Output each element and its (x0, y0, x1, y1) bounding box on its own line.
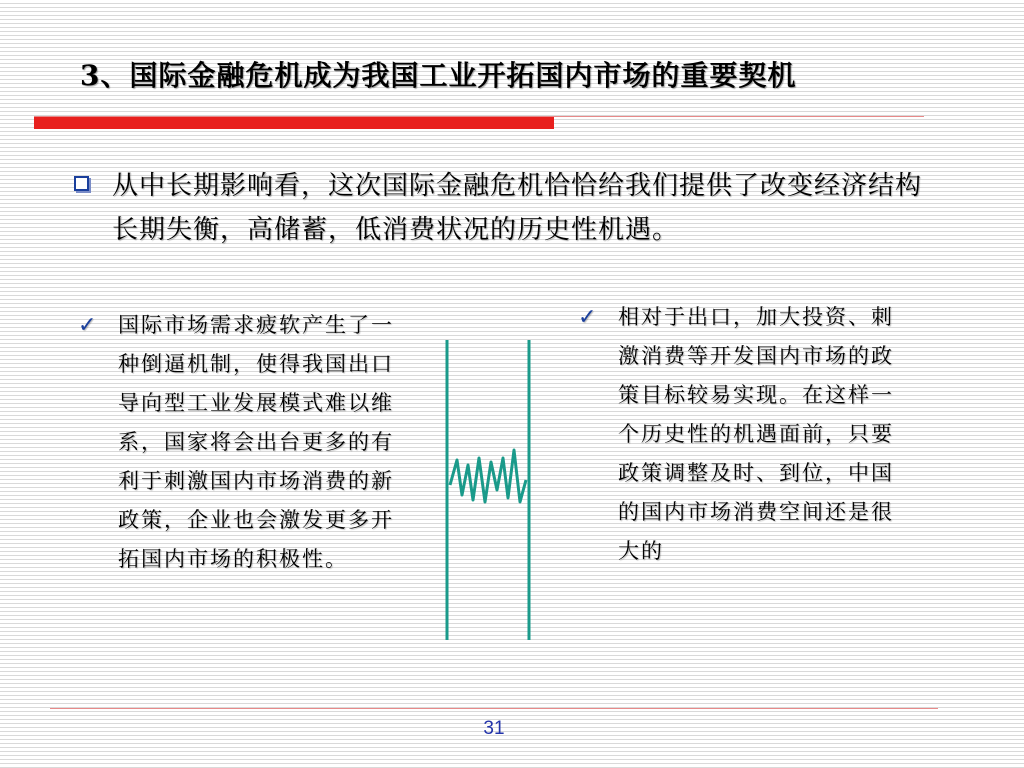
title-rule (34, 114, 924, 130)
right-point (578, 298, 908, 571)
oscillation-graphic (440, 340, 540, 640)
footer-rule (50, 708, 938, 709)
graphic-zigzag (450, 450, 526, 502)
slide-title: 3、国际金融危机成为我国工业开拓国内市场的重要契机 (80, 59, 797, 92)
left-point-text: 国际市场需求疲软产生了一种倒逼机制，使得我国出口导向型工业发展模式难以维系，国家将会出台更多的有利于刺激国内市场消费的新政策，企业也会激发更多开拓国内市场的积极性。 (118, 313, 394, 571)
intro-paragraph (74, 164, 954, 252)
page-number: 31 (483, 718, 505, 739)
checkmark-icon: ✓ (578, 305, 599, 330)
title-rule-accent (34, 117, 554, 129)
intro-text: 从中长期影响看，这次国际金融危机恰恰给我们提供了改变经济结构长期失衡，高储蓄，低消费状况的历史性机遇。 (112, 171, 923, 245)
left-point (78, 306, 398, 579)
right-point-text: 相对于出口，加大投资、刺激消费等开发国内市场的政策目标较易实现。在这样一个历史性的机遇面前，只要政策调整及时、到位，中国的国内市场消费空间还是很大的 (618, 305, 894, 563)
checkmark-icon: ✓ (78, 313, 99, 338)
square-bullet-icon (74, 176, 89, 191)
